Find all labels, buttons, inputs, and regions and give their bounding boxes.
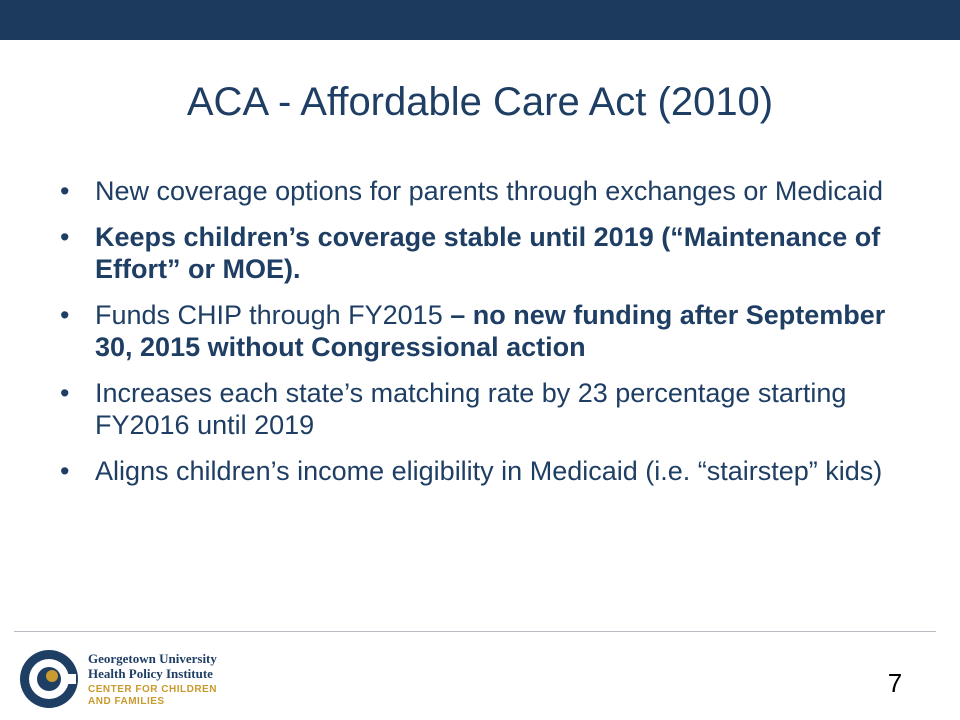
bullet-dot: • [60, 378, 70, 408]
georgetown-logo [18, 645, 248, 711]
page-number: 7 [887, 668, 903, 698]
bullet-list [60, 175, 920, 501]
logo-center-name-1: CENTER FOR CHILDREN [88, 684, 217, 695]
bullet-text: Funds CHIP through FY2015 [95, 300, 451, 330]
bullet-item [60, 455, 920, 487]
logo-institute-name: Health Policy Institute [88, 666, 213, 681]
bullet-item [60, 221, 920, 285]
footer-divider [14, 631, 936, 632]
logo-center-name-2: AND FAMILIES [88, 696, 165, 707]
bullet-text-bold: – no new funding after September 30, 2015 without Congressional action [95, 300, 886, 362]
bullet-text-bold: Keeps children’s coverage stable until 2019 (“Maintenance of Effort” or MOE). [95, 222, 881, 284]
georgetown-hpi-circle-logo-icon [18, 648, 80, 710]
bullet-text: Aligns children’s income eligibility in Medicaid (i.e. “stairstep” kids) [95, 456, 883, 486]
logo-university-name: Georgetown University [88, 651, 217, 666]
bullet-dot: • [60, 300, 70, 330]
bullet-item [60, 377, 920, 441]
bullet-item [60, 175, 920, 207]
bullet-text: New coverage options for parents through exchanges or Medicaid [95, 176, 883, 206]
bullet-dot: • [60, 222, 70, 252]
top-banner-bar [0, 0, 960, 40]
bullet-dot: • [60, 176, 70, 206]
bullet-dot: • [60, 456, 70, 486]
logo-text [88, 651, 258, 708]
slide-title: ACA - Affordable Care Act (2010) [186, 80, 774, 124]
bullet-text: Increases each state’s matching rate by 23 percentage starting FY2016 until 2019 [95, 378, 847, 440]
bullet-item [60, 299, 920, 363]
